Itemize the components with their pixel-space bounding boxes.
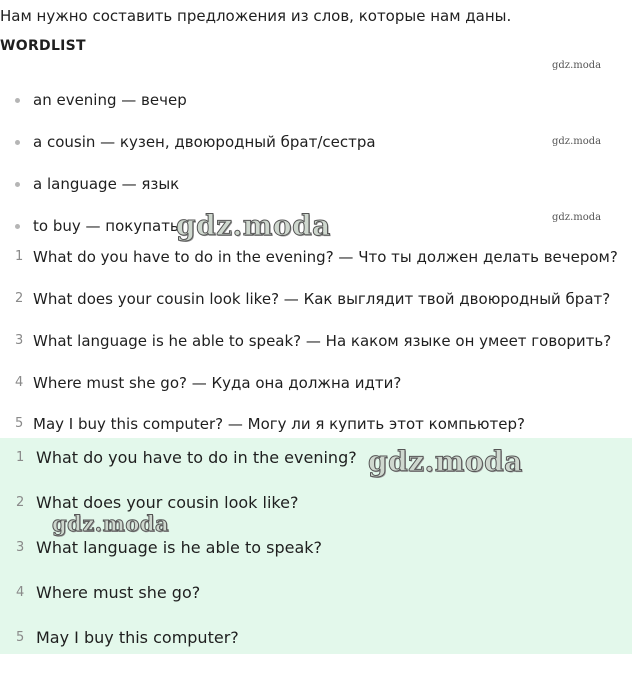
answer-text: What does your cousin look like? bbox=[36, 493, 299, 512]
answer-text: What do you have to do in the evening? bbox=[36, 448, 357, 467]
exercise-text: May I buy this computer? — Могу ли я купить этот компьютер? bbox=[33, 415, 525, 433]
item-number: 2 bbox=[16, 495, 25, 510]
watermark: gdz.moda bbox=[368, 445, 523, 478]
exercise-text: Where must she go? — Куда она должна идти? bbox=[33, 374, 402, 392]
item-number: 3 bbox=[16, 540, 25, 555]
answer-text: What language is he able to speak? bbox=[36, 538, 323, 557]
wordlist-item-text: to buy — покупать bbox=[33, 217, 179, 235]
item-number: 1 bbox=[16, 450, 25, 465]
watermark: gdz.moda bbox=[552, 212, 602, 223]
item-number: 4 bbox=[16, 585, 25, 600]
exercise-text: What does your cousin look like? — Как выглядит твой двоюродный брат? bbox=[33, 290, 611, 308]
item-number: 3 bbox=[15, 333, 24, 348]
item-number: 2 bbox=[15, 291, 24, 306]
item-number: 5 bbox=[15, 416, 24, 431]
answer-text: May I buy this computer? bbox=[36, 628, 239, 647]
answers-block bbox=[0, 438, 632, 654]
wordlist-item-text: a cousin — кузен, двоюродный брат/сестра bbox=[33, 133, 376, 151]
wordlist-item-text: a language — язык bbox=[33, 175, 180, 193]
answer-text: Where must she go? bbox=[36, 583, 201, 602]
wordlist-item-text: an evening — вечер bbox=[33, 91, 187, 109]
item-number: 1 bbox=[15, 249, 24, 264]
bullet-icon bbox=[15, 224, 20, 229]
watermark: gdz.moda bbox=[552, 136, 602, 147]
watermark: gdz.moda bbox=[552, 60, 602, 71]
wordlist-heading: WORDLIST bbox=[0, 38, 86, 54]
exercise-text: What language is he able to speak? — На каком языке он умеет говорить? bbox=[33, 332, 612, 350]
exercise-text: What do you have to do in the evening? — Что ты должен делать вечером? bbox=[33, 248, 618, 266]
watermark: gdz.moda bbox=[176, 209, 331, 242]
intro-text: Нам нужно составить предложения из слов, которые нам даны. bbox=[0, 7, 512, 25]
bullet-icon bbox=[15, 140, 20, 145]
bullet-icon bbox=[15, 98, 20, 103]
bullet-icon bbox=[15, 182, 20, 187]
item-number: 4 bbox=[15, 375, 24, 390]
item-number: 5 bbox=[16, 630, 25, 645]
watermark: gdz.moda bbox=[52, 511, 170, 536]
